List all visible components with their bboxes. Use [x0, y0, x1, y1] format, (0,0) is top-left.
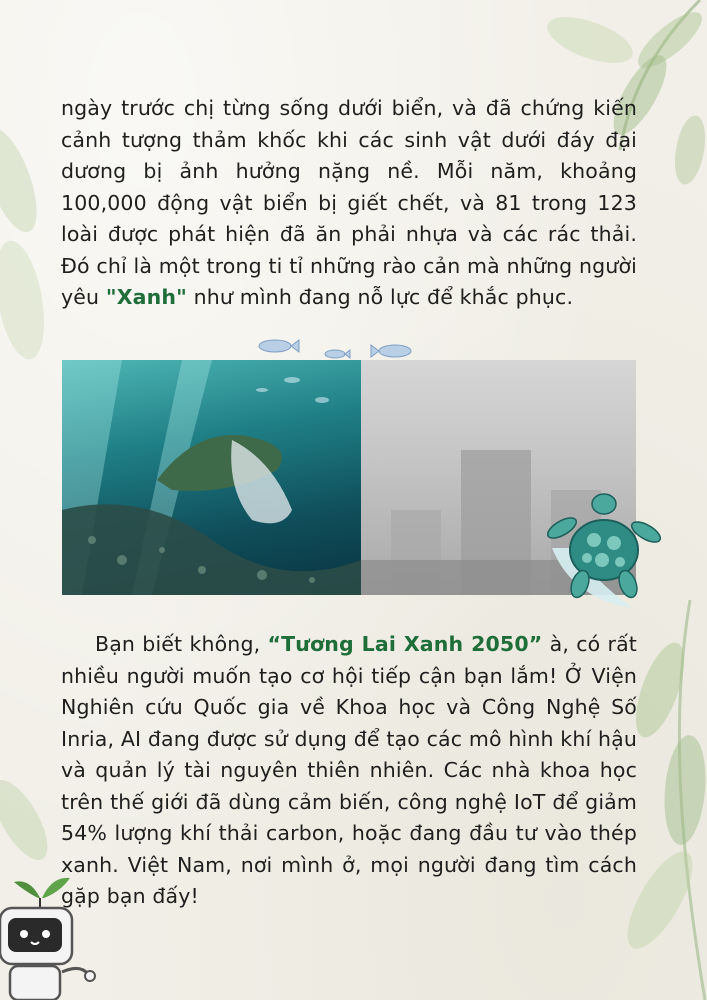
intro-paragraph	[61, 93, 637, 314]
ocean-plastic-photo	[62, 360, 361, 595]
tuong-lai-xanh-highlight: “Tương Lai Xanh 2050”	[267, 632, 543, 656]
xanh-highlight: "Xanh"	[105, 285, 187, 309]
intro-text-start: ngày trước chị từng sống dưới biển, và đã chứng kiến cảnh tượng thảm khốc khi các sinh vật dưới đáy đại dương bị ảnh hưởng nặng nề. Mỗi năm, khoảng 100,000 động vật biển bị giết chết, và 81 trong 123 loài được phát hiện đã ăn phải nhựa và các rác thải. Đó chỉ là một trong ti tỉ những rào cản mà những người yêu	[61, 96, 637, 309]
robot-mascot-icon	[0, 868, 100, 1000]
intro-text-end: như mình đang nỗ lực để khắc phục.	[186, 285, 574, 309]
future-paragraph	[61, 629, 637, 913]
leaf-icon	[0, 100, 70, 400]
sea-turtle-sticker	[532, 488, 672, 618]
future-text-start: Bạn biết không,	[95, 632, 268, 656]
future-text-end: à, có rất nhiều người muốn tạo cơ hội tiếp cận bạn lắm! Ở Viện Nghiên cứu Quốc gia về Khoa học và Công Nghệ Số Inria, AI đang được sử dụng để tạo các mô hình khí hậu và quản lý tài nguyên thiên nhiên. Các nhà khoa học trên thế giới đã dùng cảm biến, công nghệ IoT để giảm 54% lượng khí thải carbon, hoặc đang đầu tư vào thép xanh. Việt Nam, nơi mình ở, mọi người đang tìm cách gặp bạn đấy!	[61, 632, 637, 908]
